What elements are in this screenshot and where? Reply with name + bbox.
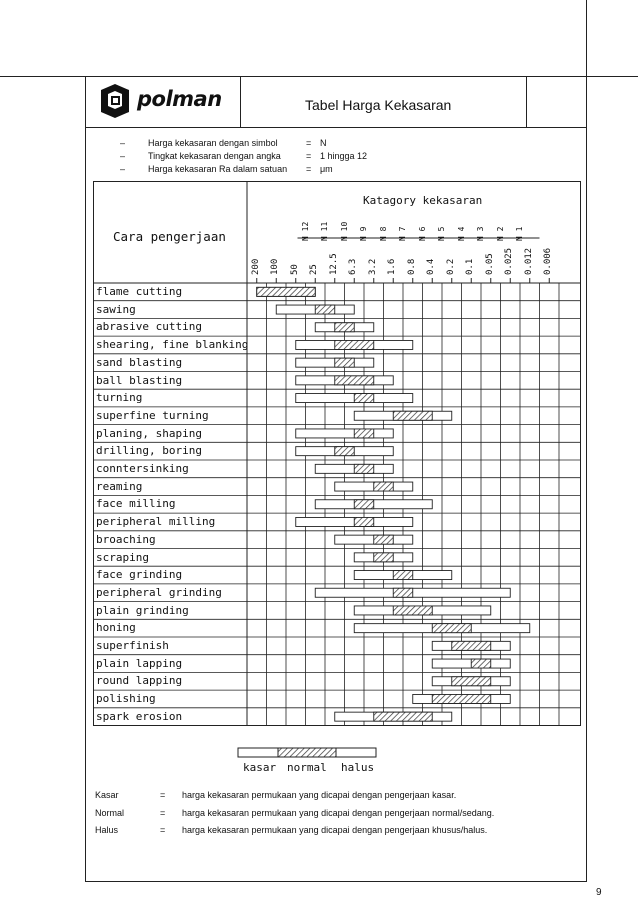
ra-value-label: 25 xyxy=(309,264,320,275)
process-label: plain lapping xyxy=(96,656,183,670)
footnote-equals: = xyxy=(160,825,166,835)
ra-value-label: 0.2 xyxy=(445,258,456,275)
normal-bar xyxy=(335,340,374,349)
n-class-label: N 12 xyxy=(300,221,310,241)
definition-label: Harga kekasaran dengan simbol xyxy=(148,138,278,148)
normal-bar xyxy=(374,482,394,491)
page-title: Tabel Harga Kekasaran xyxy=(305,97,452,113)
logo-icon xyxy=(95,82,133,120)
definition-value: μm xyxy=(320,164,333,174)
ra-value-label: 0.8 xyxy=(406,258,417,275)
normal-bar xyxy=(354,500,374,509)
header-sep-1 xyxy=(240,76,241,128)
process-label: sawing xyxy=(96,302,136,316)
process-label: broaching xyxy=(96,532,156,546)
normal-bar xyxy=(354,517,374,526)
header-bottom xyxy=(85,127,587,128)
definition-label: Harga kekasaran Ra dalam satuan xyxy=(148,164,288,174)
process-label: face grinding xyxy=(96,568,183,582)
normal-bar xyxy=(471,659,491,668)
n-class-label: N 3 xyxy=(476,226,485,241)
logo-text: polman xyxy=(137,87,222,111)
process-label: conntersinking xyxy=(96,462,189,475)
process-label: superfinish xyxy=(96,639,169,652)
footnote-desc: harga kekasaran permukaan yang dicapai dengan pengerjaan khusus/halus. xyxy=(182,825,488,835)
category-title: Katagory kekasaran xyxy=(363,194,483,207)
normal-bar xyxy=(354,394,374,403)
normal-bar xyxy=(374,535,394,544)
n-class-label: N 5 xyxy=(437,226,446,241)
normal-bar xyxy=(335,376,374,385)
normal-bar xyxy=(335,323,355,332)
process-label: peripheral grinding xyxy=(96,585,222,599)
process-label: spark erosion xyxy=(96,709,183,723)
footnote-equals: = xyxy=(160,790,166,800)
definition-dash: – xyxy=(120,164,126,174)
ra-value-label: 100 xyxy=(270,258,281,275)
process-label: superfine turning xyxy=(96,408,209,422)
ra-value-label: 0.012 xyxy=(523,247,534,275)
process-label: reaming xyxy=(96,479,143,493)
normal-bar xyxy=(374,553,394,562)
n-class-label: N 6 xyxy=(417,226,427,241)
frame-left xyxy=(85,76,86,882)
normal-bar xyxy=(393,606,432,615)
process-label: planing, shaping xyxy=(96,426,202,440)
process-label: flame cutting xyxy=(96,285,183,298)
definition-dash: – xyxy=(120,151,126,161)
company-logo xyxy=(95,82,235,120)
footnote-equals: = xyxy=(160,808,166,818)
frame-bottom xyxy=(85,881,587,882)
n-class-label: N 11 xyxy=(320,221,329,241)
ra-value-label: 6.3 xyxy=(348,258,359,275)
legend-normal: normal xyxy=(287,761,327,774)
legend-bar xyxy=(237,747,377,759)
footnote-term: Normal xyxy=(95,808,125,818)
ra-value-label: 0.006 xyxy=(543,247,554,275)
range-bar xyxy=(296,429,394,438)
normal-bar xyxy=(393,571,413,580)
n-class-label: N 1 xyxy=(515,226,524,241)
process-label: polishing xyxy=(96,692,156,706)
n-class-label: N 10 xyxy=(339,221,349,241)
definition-equals: = xyxy=(306,164,312,174)
normal-bar xyxy=(452,641,491,650)
header-sep-2 xyxy=(526,76,527,128)
normal-bar xyxy=(335,358,355,367)
process-label: honing xyxy=(96,621,136,635)
definition-value: 1 hingga 12 xyxy=(320,151,368,161)
definition-equals: = xyxy=(306,138,312,148)
ra-value-label: 0.025 xyxy=(504,247,515,275)
process-label: scraping xyxy=(96,550,149,564)
ra-value-label: 12.5 xyxy=(328,253,339,275)
normal-bar xyxy=(354,464,374,473)
legend-kasar: kasar xyxy=(243,761,277,774)
normal-bar xyxy=(257,287,316,296)
frame-right xyxy=(586,0,587,882)
normal-bar xyxy=(432,624,471,633)
normal-bar xyxy=(354,429,374,438)
normal-bar xyxy=(393,588,413,597)
ra-value-label: 50 xyxy=(289,264,300,275)
process-label: sand blasting xyxy=(96,355,183,369)
legend xyxy=(237,747,377,779)
n-class-label: N 9 xyxy=(359,226,368,241)
n-class-label: N 4 xyxy=(456,226,466,241)
top-rule xyxy=(0,76,638,77)
definition-dash: – xyxy=(120,138,126,148)
definition-equals: = xyxy=(306,151,312,161)
normal-bar xyxy=(452,677,491,686)
process-label: abrasive cutting xyxy=(96,320,202,334)
process-label: shearing, fine blanking xyxy=(96,338,249,352)
footnote-desc: harga kekasaran permukaan yang dicapai dengan pengerjaan kasar. xyxy=(182,790,457,800)
ra-value-label: 1.6 xyxy=(387,258,398,275)
n-class-label: N 8 xyxy=(378,226,388,241)
normal-bar xyxy=(315,305,335,314)
definition-value: N xyxy=(320,138,327,148)
normal-bar xyxy=(374,712,433,721)
normal-bar xyxy=(432,694,491,703)
footnote-desc: harga kekasaran permukaan yang dicapai dengan pengerjaan normal/sedang. xyxy=(182,808,495,818)
page-number: 9 xyxy=(596,887,602,898)
process-label: drilling, boring xyxy=(96,444,202,458)
process-label: turning xyxy=(96,391,143,405)
footnote-term: Kasar xyxy=(95,790,119,800)
row-header-label: Cara pengerjaan xyxy=(113,229,226,244)
ra-value-label: 0.05 xyxy=(484,253,495,275)
ra-value-label: 0.1 xyxy=(465,258,476,275)
normal-bar xyxy=(393,411,432,420)
roughness-table xyxy=(93,181,581,726)
process-label: face milling xyxy=(96,497,176,511)
n-class-label: N 2 xyxy=(495,226,505,241)
process-label: peripheral milling xyxy=(96,515,216,529)
ra-value-label: 200 xyxy=(250,258,261,275)
process-label: round lapping xyxy=(96,674,183,688)
ra-value-label: 3.2 xyxy=(367,258,378,275)
process-label: ball blasting xyxy=(96,373,183,387)
normal-bar xyxy=(335,447,355,456)
process-label: plain grinding xyxy=(96,603,189,617)
n-class-label: N 7 xyxy=(398,226,407,241)
definition-label: Tingkat kekasaran dengan angka xyxy=(148,151,281,161)
footnote-term: Halus xyxy=(95,825,119,835)
ra-value-label: 0.4 xyxy=(426,258,437,275)
legend-halus: halus xyxy=(341,761,375,774)
